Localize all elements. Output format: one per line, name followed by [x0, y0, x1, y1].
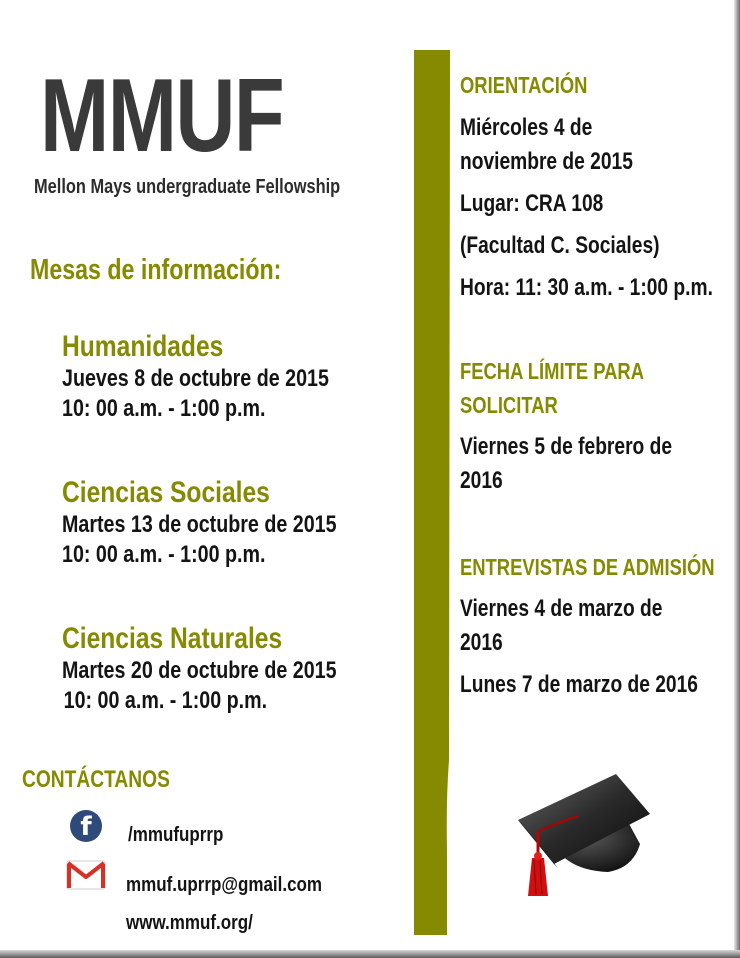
facebook-icon: f [70, 810, 102, 842]
interviews-date1-line2: 2016 [460, 629, 503, 656]
info-table-humanidades [62, 330, 329, 424]
info-tables-heading: Mesas de información: [30, 254, 282, 286]
gmail-icon [66, 860, 106, 890]
orientation-date-line2: noviembre de 2015 [460, 148, 633, 175]
orientation-time: Hora: 11: 30 a.m. - 1:00 p.m. [460, 274, 713, 301]
info-table-time: 10: 00 a.m. - 1:00 p.m. [62, 541, 266, 568]
deadline-heading-line2: SOLICITAR [460, 392, 558, 418]
website-link[interactable]: www.mmuf.org/ [126, 912, 253, 934]
info-table-title: Humanidades [62, 330, 224, 363]
page-subtitle: Mellon Mays undergraduate Fellowship [34, 176, 341, 198]
info-table-title: Ciencias Naturales [62, 622, 283, 655]
orientation-heading: ORIENTACIÓN [460, 72, 588, 98]
deadline-section [460, 354, 672, 498]
info-table-date: Martes 20 de octubre de 2015 [62, 657, 337, 684]
page-title: MMUF [40, 58, 284, 174]
info-table-ciencias-sociales [62, 476, 337, 570]
info-table-date: Jueves 8 de octubre de 2015 [62, 365, 329, 392]
orientation-date-line1: Miércoles 4 de [460, 114, 593, 141]
orientation-faculty: (Facultad C. Sociales) [460, 232, 660, 259]
interviews-heading: ENTREVISTAS DE ADMISIÓN [460, 554, 715, 580]
orientation-place: Lugar: CRA 108 [460, 190, 604, 217]
info-table-title: Ciencias Sociales [62, 476, 270, 509]
facebook-handle[interactable]: /mmufuprrp [128, 824, 224, 846]
deadline-date-line1: Viernes 5 de febrero de [460, 433, 673, 460]
info-table-time: 10: 00 a.m. - 1:00 p.m. [62, 395, 266, 422]
interviews-date1-line1: Viernes 4 de marzo de [460, 595, 663, 622]
orientation-section [460, 68, 713, 305]
info-table-date: Martes 13 de octubre de 2015 [62, 511, 337, 538]
info-table-ciencias-naturales [62, 622, 337, 716]
contact-heading: CONTÁCTANOS [22, 766, 170, 793]
graduation-cap-icon [508, 760, 658, 910]
interviews-date2: Lunes 7 de marzo de 2016 [460, 671, 698, 698]
email-link[interactable]: mmuf.uprrp@gmail.com [126, 874, 323, 896]
deadline-heading-line1: FECHA LÍMITE PARA [460, 358, 644, 384]
deadline-date-line2: 2016 [460, 467, 503, 494]
interviews-section [460, 550, 715, 702]
info-table-time: 10: 00 a.m. - 1:00 p.m. [63, 687, 268, 714]
